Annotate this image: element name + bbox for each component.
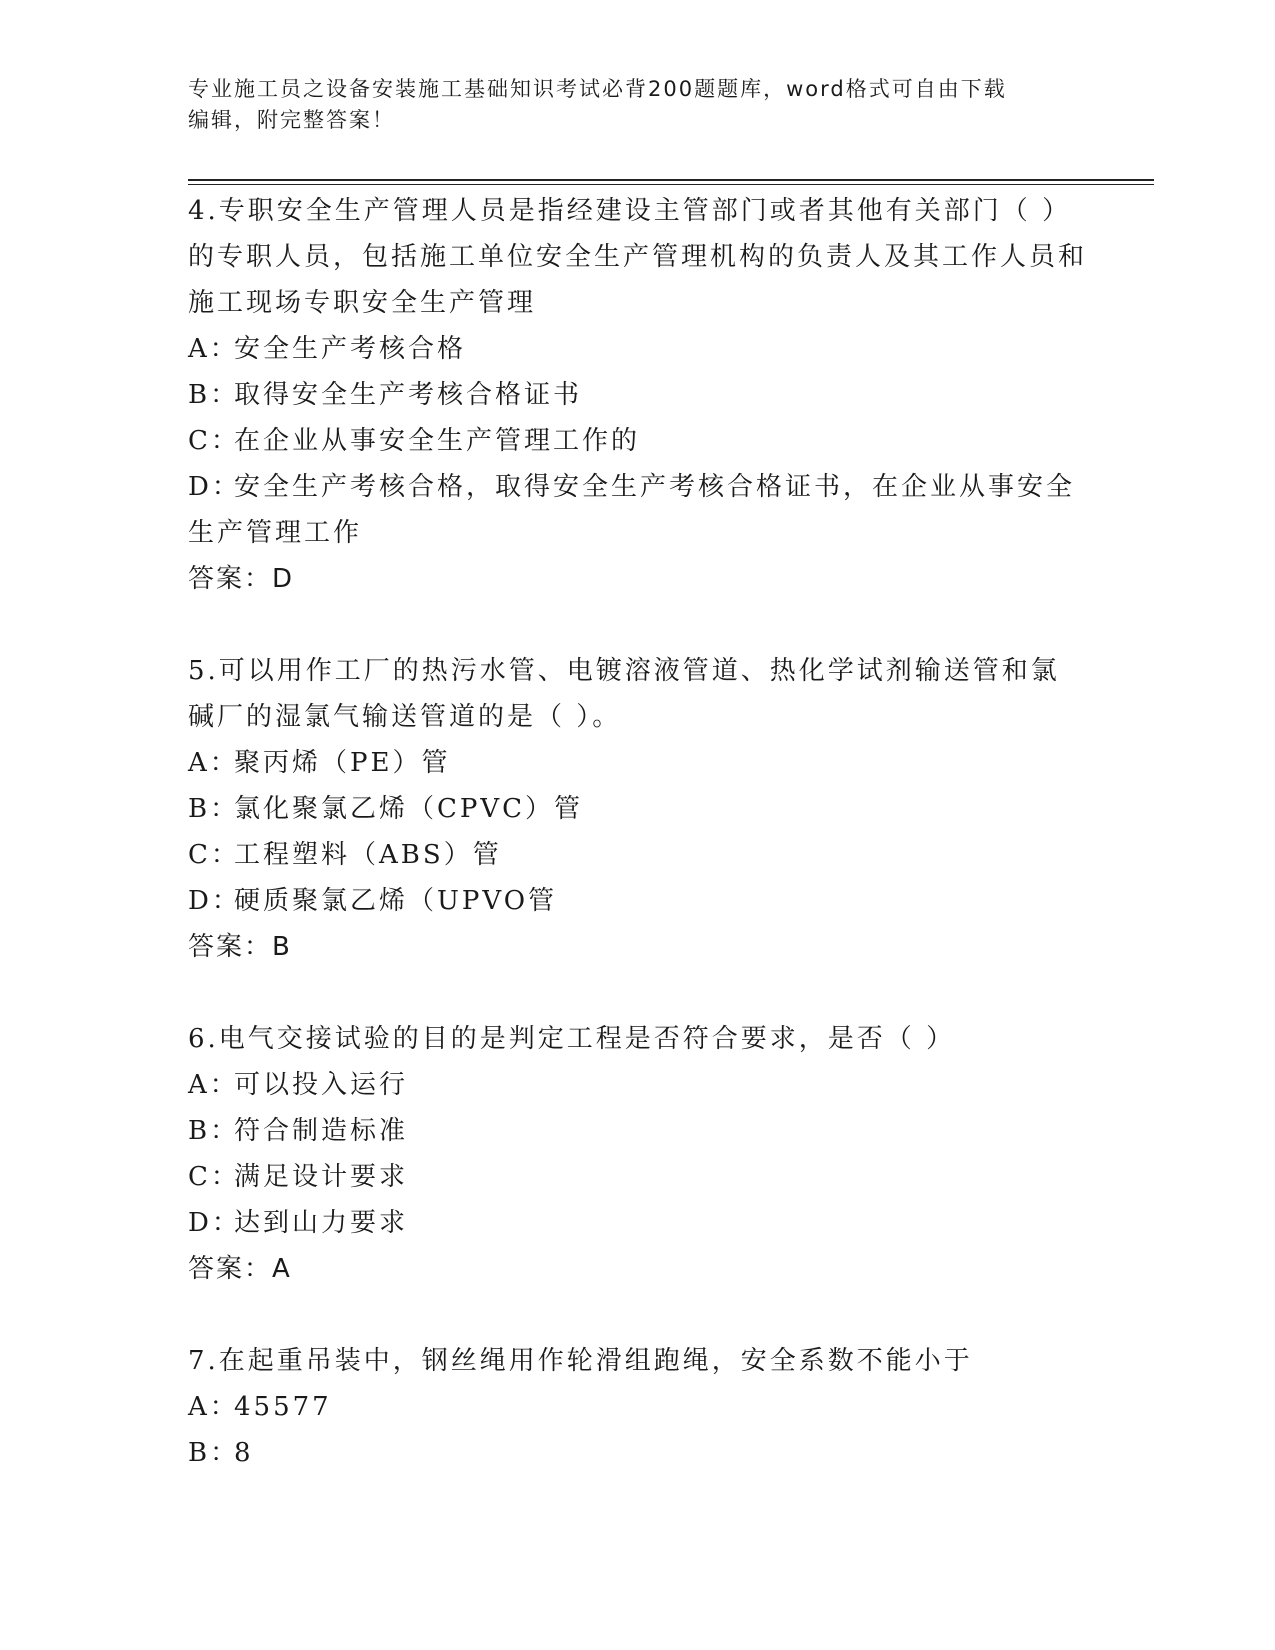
option-a — [188, 740, 1088, 786]
option-c — [188, 832, 1088, 878]
option-c — [188, 418, 1088, 464]
option-label: A： — [188, 1070, 239, 1100]
option-a — [188, 1384, 1088, 1430]
question-list — [188, 188, 1088, 1522]
option-a — [188, 326, 1088, 372]
header-divider-thin — [188, 184, 1154, 185]
answer: 答案：D — [188, 564, 295, 594]
header-divider-thick — [188, 179, 1154, 181]
option-d — [188, 464, 1088, 556]
option-label: A： — [188, 1392, 239, 1422]
option-text: 达到山力要求 — [234, 1208, 409, 1238]
option-b — [188, 1430, 1088, 1476]
question-text: 6.电气交接试验的目的是判定工程是否符合要求，是否（ ） — [188, 1024, 956, 1054]
option-text: 氯化聚氯乙烯（CPVC）管 — [234, 794, 584, 824]
option-label: D： — [188, 1208, 241, 1238]
option-text: 硬质聚氯乙烯（UPVO管 — [234, 886, 558, 916]
option-text: 符合制造标准 — [234, 1116, 409, 1146]
option-text: 工程塑料（ABS）管 — [234, 840, 502, 870]
option-label: A： — [188, 334, 239, 364]
option-label: B： — [188, 380, 240, 410]
option-c — [188, 1154, 1088, 1200]
option-label: B： — [188, 794, 240, 824]
option-label: C： — [188, 426, 240, 456]
option-d — [188, 1200, 1088, 1246]
option-label: C： — [188, 840, 240, 870]
option-label: C： — [188, 1162, 240, 1192]
question-5 — [188, 648, 1088, 970]
option-d — [188, 878, 1088, 924]
option-label: A： — [188, 748, 239, 778]
option-text: 45577 — [234, 1392, 332, 1422]
question-text: 4.专职安全生产管理人员是指经建设主管部门或者其他有关部门（ ）的专职人员，包括施工单位安全生产管理机构的负责人及其工作人员和施工现场专职安全生产管理 — [188, 196, 1088, 318]
document-header — [188, 74, 1088, 136]
option-label: D： — [188, 886, 241, 916]
header-line-1: 专业施工员之设备安装施工基础知识考试必背200题题库，word格式可自由下载 — [188, 77, 1007, 101]
option-text: 在企业从事安全生产管理工作的 — [234, 426, 641, 456]
option-label: B： — [188, 1438, 240, 1468]
option-label: D： — [188, 472, 241, 502]
option-label: B： — [188, 1116, 240, 1146]
answer: 答案：B — [188, 932, 292, 962]
header-line-2: 编辑，附完整答案！ — [188, 108, 395, 132]
option-text: 安全生产考核合格，取得安全生产考核合格证书，在企业从事安全生产管理工作 — [188, 472, 1076, 548]
option-text: 满足设计要求 — [234, 1162, 409, 1192]
option-b — [188, 1108, 1088, 1154]
option-b — [188, 786, 1088, 832]
option-a — [188, 1062, 1088, 1108]
option-text: 聚丙烯（PE）管 — [234, 748, 451, 778]
question-6 — [188, 1016, 1088, 1292]
option-text: 取得安全生产考核合格证书 — [234, 380, 583, 410]
question-text: 7.在起重吊装中，钢丝绳用作轮滑组跑绳，安全系数不能小于 — [188, 1346, 973, 1376]
question-4 — [188, 188, 1088, 602]
option-text: 安全生产考核合格 — [234, 334, 467, 364]
option-text: 可以投入运行 — [234, 1070, 409, 1100]
answer: 答案：A — [188, 1254, 292, 1284]
option-b — [188, 372, 1088, 418]
question-text: 5.可以用作工厂的热污水管、电镀溶液管道、热化学试剂输送管和氯碱厂的湿氯气输送管道的是（ ）。 — [188, 656, 1060, 732]
option-text: 8 — [234, 1438, 254, 1468]
question-7 — [188, 1338, 1088, 1476]
